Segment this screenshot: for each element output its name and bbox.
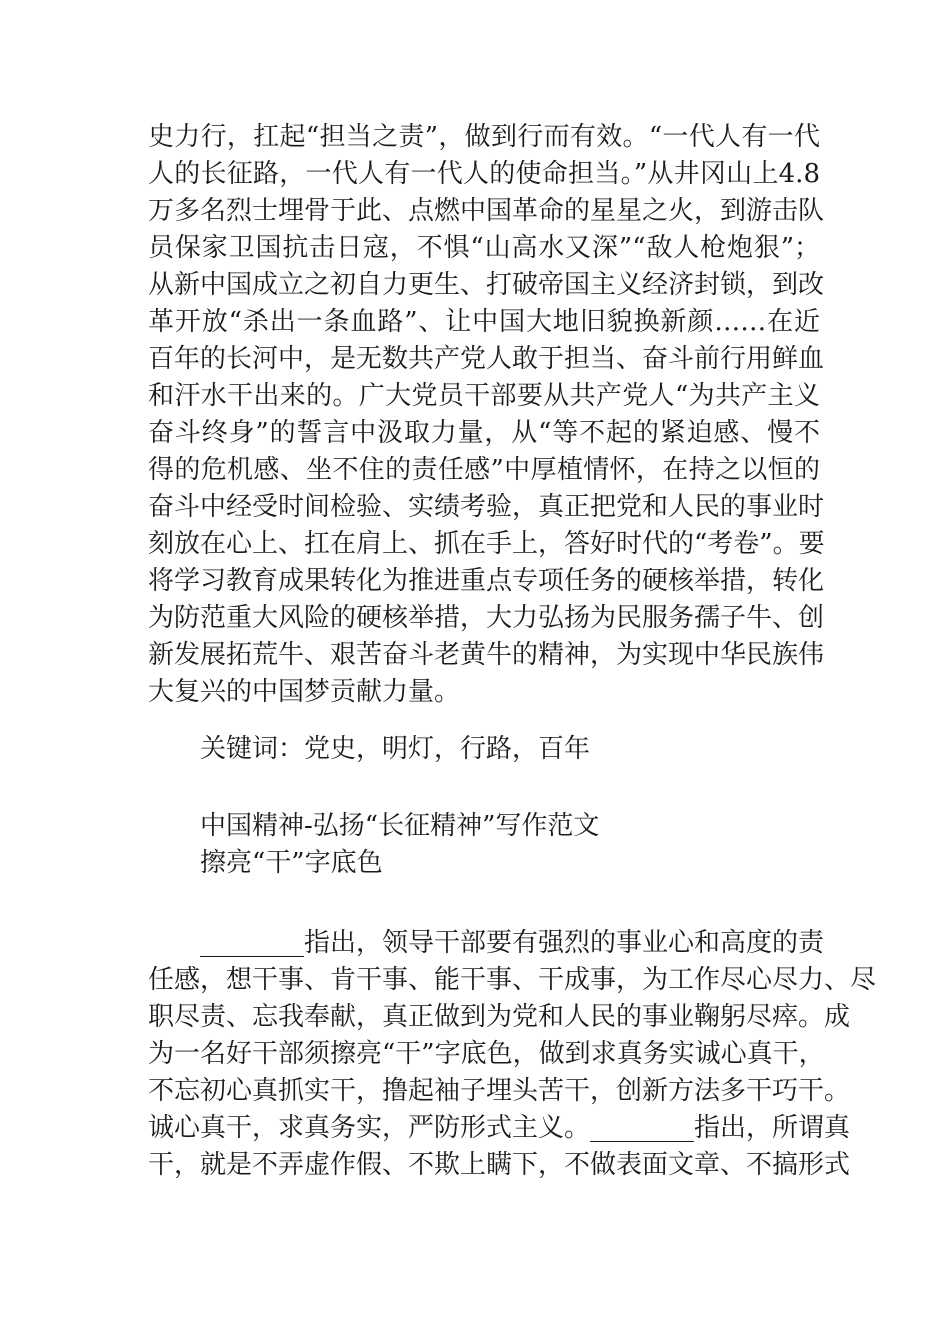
paragraph-1-line-12: 刻放在心上、扛在肩上、抓在手上，答好时代的“考卷”。要 [148, 529, 825, 559]
paragraph-1-line-9: 奋斗终身”的誓言中汲取力量，从“等不起的紧迫感、慢不 [148, 418, 820, 448]
paragraph-2-line-1: ________指出，领导干部要有强烈的事业心和高度的责 [200, 928, 825, 958]
paragraph-1-line-10: 得的危机感、坐不住的责任感”中厚植情怀，在持之以恒的 [148, 455, 820, 485]
paragraph-1-line-5: 从新中国成立之初自力更生、打破帝国主义经济封锁，到改 [148, 270, 825, 300]
paragraph-1-line-7: 百年的长河中，是无数共产党人敢于担当、奋斗前行用鲜血 [148, 344, 825, 374]
paragraph-1-line-13: 将学习教育成果转化为推进重点专项任务的硬核举措，转化 [148, 566, 825, 596]
paragraph-2-line-4: 为一名好干部须擦亮“干”字底色，做到求真务实诚心真干， [148, 1039, 825, 1069]
section-subtitle: 擦亮“干”字底色 [200, 848, 383, 878]
paragraph-1-line-8: 和汗水干出来的。广大党员干部要从共产党人“为共产主义 [148, 381, 820, 411]
paragraph-1-line-2: 人的长征路，一代人有一代人的使命担当。”从井冈山上4.8 [148, 159, 820, 189]
keywords-line: 关键词：党史，明灯，行路，百年 [200, 734, 591, 764]
paragraph-2-line-7: 干，就是不弄虚作假、不欺上瞒下，不做表面文章、不搞形式 [148, 1150, 851, 1180]
paragraph-1-line-1: 史力行，扛起“担当之责”，做到行而有效。“一代人有一代 [148, 122, 820, 152]
paragraph-2-line-3: 职尽责、忘我奉献，真正做到为党和人民的事业鞠躬尽瘁。成 [148, 1002, 851, 1032]
paragraph-1-line-4: 员保家卫国抗击日寇，不惧“山高水又深”“敌人枪炮狠”； [148, 233, 820, 263]
paragraph-2-line-6: 诚心真干，求真务实，严防形式主义。________指出，所谓真 [148, 1113, 851, 1143]
paragraph-1-line-6: 革开放“杀出一条血路”、让中国大地旧貌换新颜……在近 [148, 307, 820, 337]
paragraph-1-line-16: 大复兴的中国梦贡献力量。 [148, 677, 461, 707]
section-title: 中国精神-弘扬“长征精神”写作范文 [200, 811, 600, 841]
paragraph-2-line-2: 任感，想干事、肯干事、能干事、干成事，为工作尽心尽力、尽 [148, 965, 877, 995]
paragraph-1-line-11: 奋斗中经受时间检验、实绩考验，真正把党和人民的事业时 [148, 492, 825, 522]
paragraph-1-line-15: 新发展拓荒牛、艰苦奋斗老黄牛的精神，为实现中华民族伟 [148, 640, 825, 670]
paragraph-1-line-3: 万多名烈士埋骨于此、点燃中国革命的星星之火，到游击队 [148, 196, 825, 226]
paragraph-2-line-5: 不忘初心真抓实干，撸起袖子埋头苦干，创新方法多干巧干。 [148, 1076, 851, 1106]
paragraph-1-line-14: 为防范重大风险的硬核举措，大力弘扬为民服务孺子牛、创 [148, 603, 825, 633]
